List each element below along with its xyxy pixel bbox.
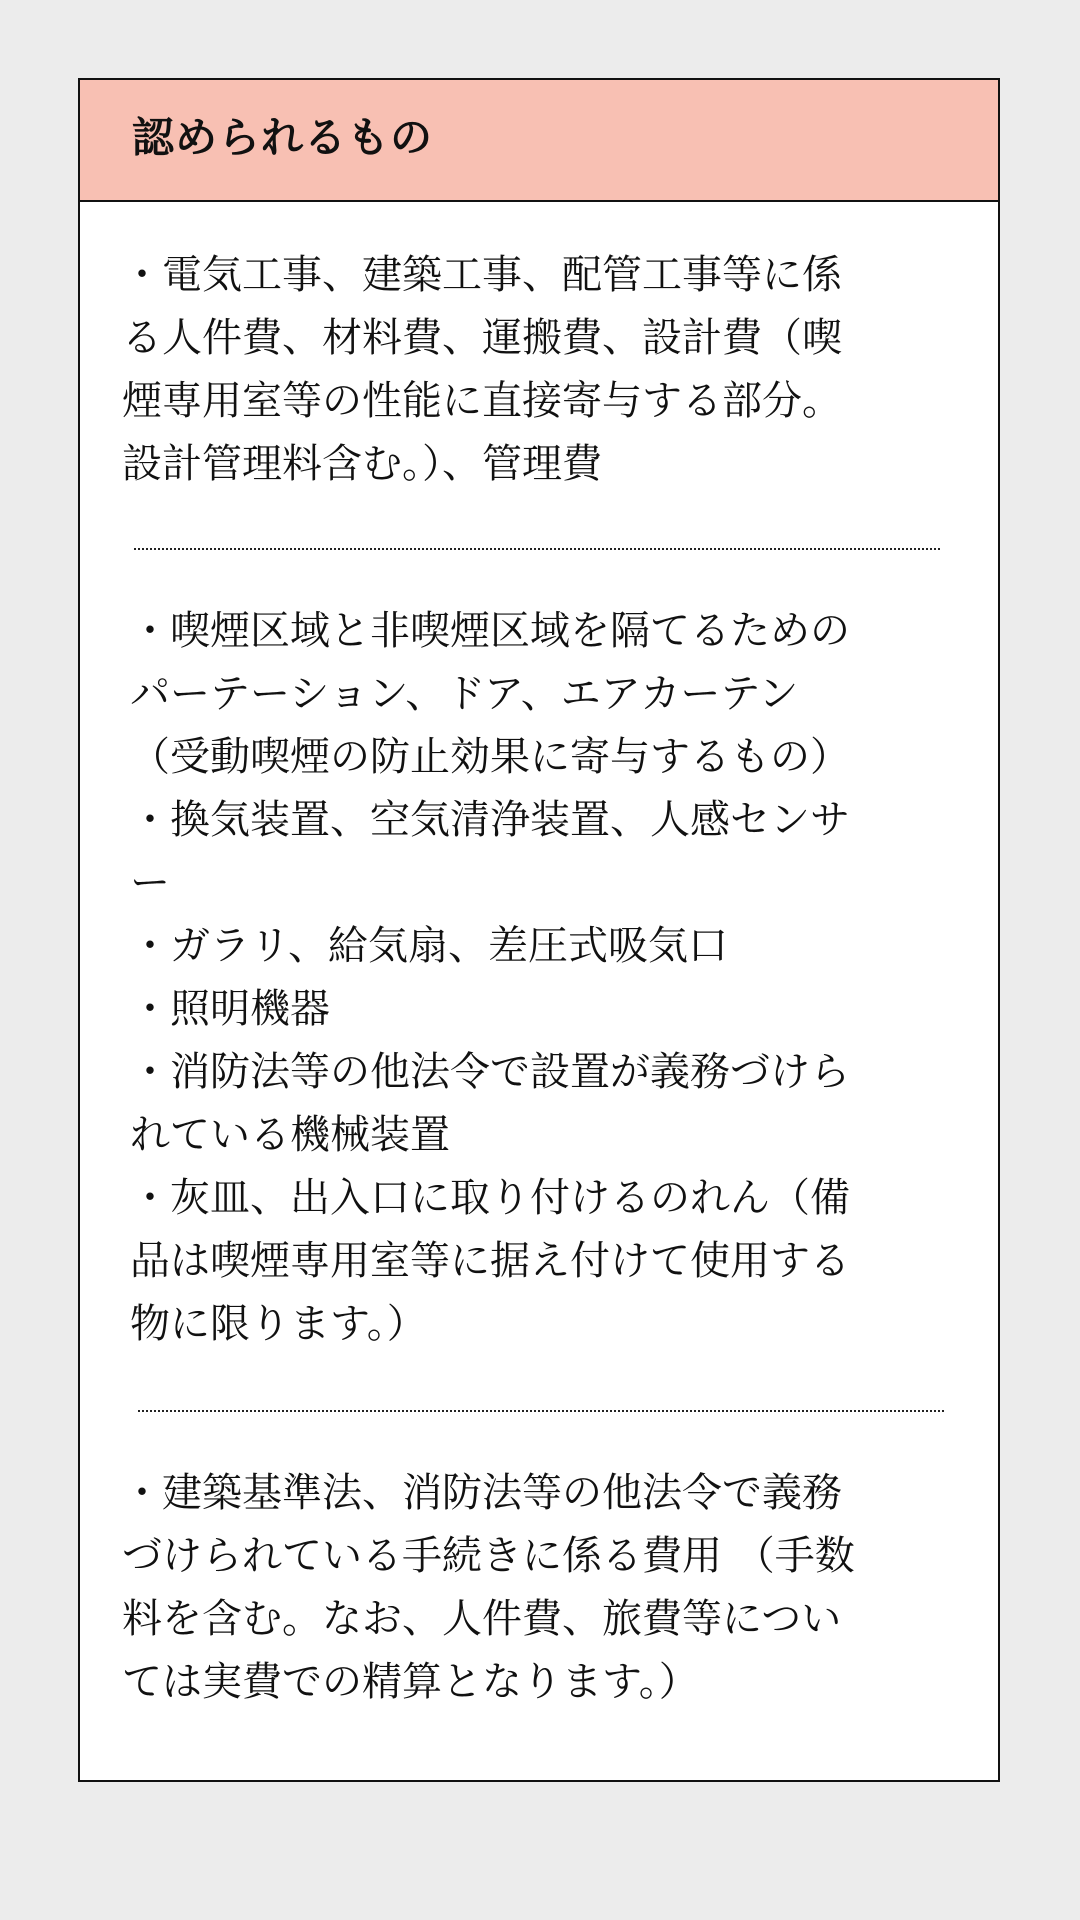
- section-line: ・ガラリ、給気扇、差圧式吸気口: [130, 923, 728, 969]
- section-line: （受動喫煙の防止効果に寄与するもの）: [130, 734, 850, 780]
- section-line: ・消防法等の他法令で設置が義務づけら: [130, 1049, 850, 1095]
- section-line: ・喫煙区域と非喫煙区域を隔てるための: [130, 608, 850, 654]
- section-line: 物に限ります。）: [130, 1301, 427, 1347]
- card-header: [80, 80, 998, 202]
- section-line: ー: [130, 860, 170, 906]
- section-line: る人件費、材料費、運搬費、設計費（喫: [122, 315, 842, 361]
- card-title: 認められるもの: [132, 113, 434, 162]
- section-line: 品は喫煙専用室等に据え付けて使用する: [130, 1238, 850, 1284]
- section-line: パーテーション、ドア、エアカーテン: [130, 671, 799, 717]
- section-line: ては実費での精算となります。）: [122, 1659, 699, 1705]
- section-line: ・照明機器: [130, 986, 330, 1032]
- section-line: づけられている手続きに係る費用 （手数: [122, 1533, 855, 1579]
- section-procedure-fees: [122, 1462, 952, 1714]
- section-line: 料を含む。なお、人件費、旅費等につい: [122, 1596, 842, 1642]
- section-line: 煙専用室等の性能に直接寄与する部分。: [122, 378, 842, 424]
- section-line: 設計管理料含む。）、管理費: [122, 441, 602, 487]
- section-line: ・建築基準法、消防法等の他法令で義務: [122, 1470, 842, 1516]
- dotted-divider: [138, 1410, 944, 1412]
- section-equipment: [130, 600, 960, 1356]
- section-labor-costs: [122, 244, 952, 496]
- section-line: ・換気装置、空気清浄装置、人感センサ: [130, 797, 850, 843]
- section-line: ・灰皿、出入口に取り付けるのれん（備: [130, 1175, 850, 1221]
- section-line: れている機械装置: [130, 1112, 450, 1158]
- section-line: ・電気工事、建築工事、配管工事等に係: [122, 252, 842, 298]
- eligible-items-card: [78, 78, 1000, 1782]
- dotted-divider: [134, 548, 940, 550]
